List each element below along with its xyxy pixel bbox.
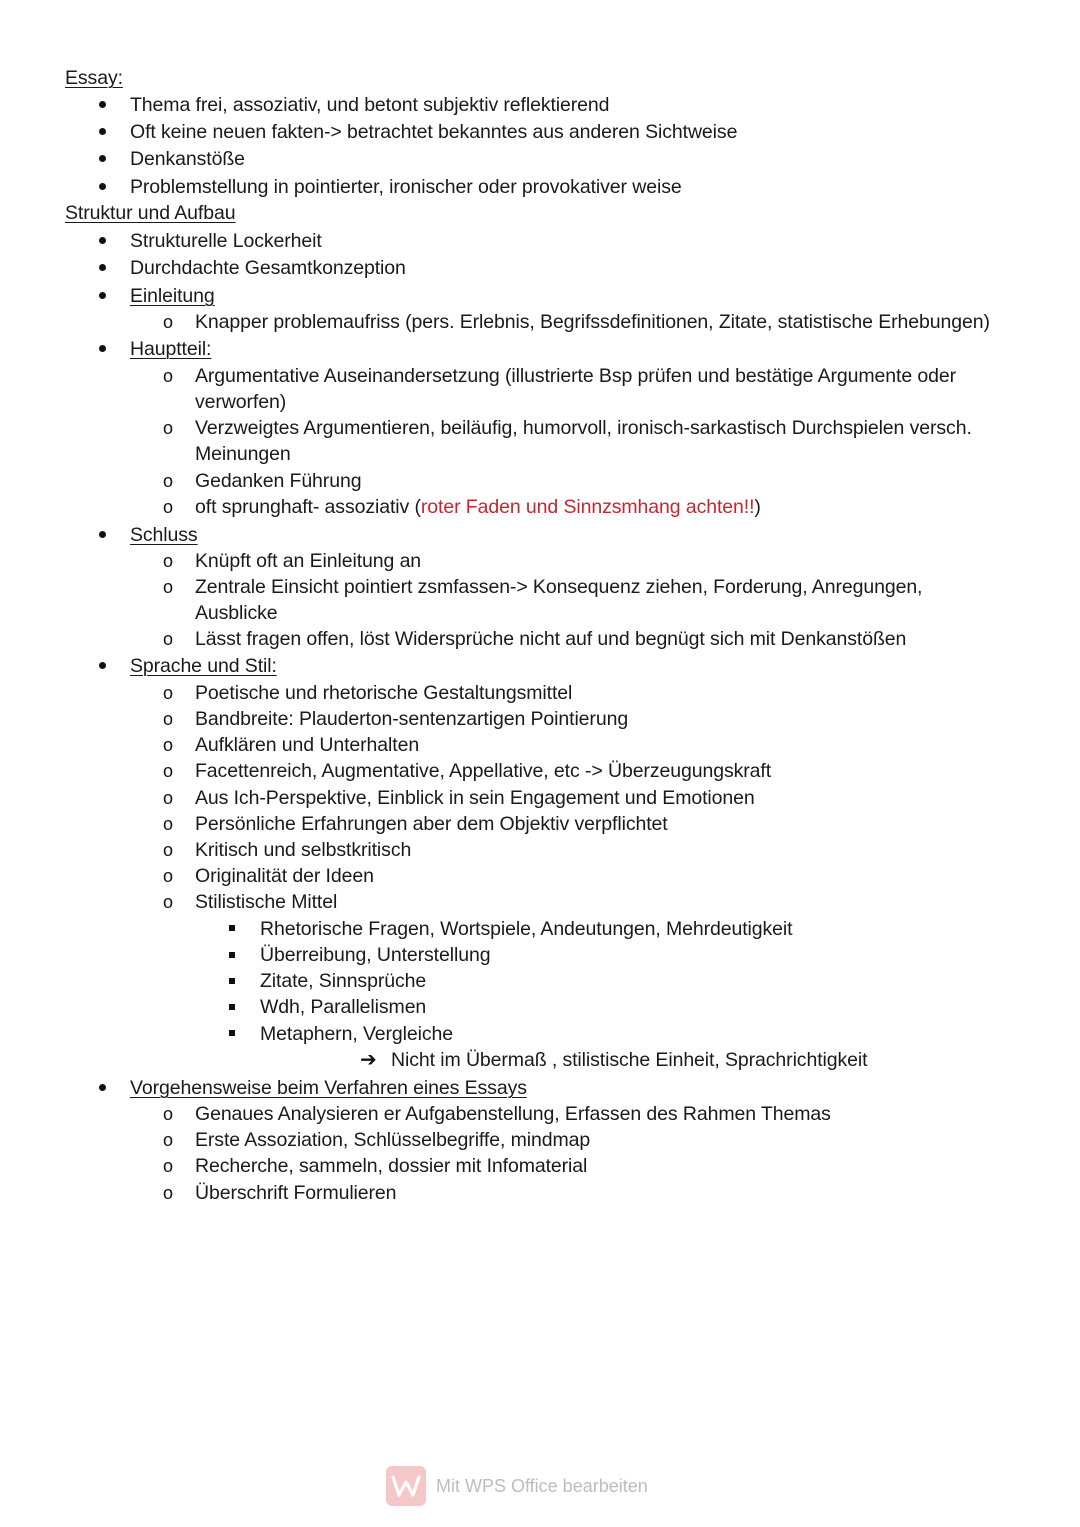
essay-point: Oft keine neuen fakten-> betrachtet bekanntes aus anderen Sichtweise	[130, 121, 738, 143]
circle-bullet-icon: o	[163, 497, 174, 517]
hauptteil-item-prefix: oft sprunghaft- assoziativ (	[195, 496, 421, 518]
circle-bullet-icon: o	[163, 683, 174, 703]
vorgehen-label: Vorgehensweise beim Verfahren eines Essays	[130, 1077, 527, 1099]
vorgehen-item: Erste Assoziation, Schlüsselbegriffe, mindmap	[195, 1129, 591, 1151]
circle-bullet-icon: o	[163, 629, 174, 649]
wps-edit-label: Mit WPS Office bearbeiten	[436, 1475, 648, 1496]
bullet-icon	[99, 531, 106, 538]
stil-mittel-item: Metaphern, Vergleiche	[260, 1023, 454, 1045]
stil-mittel-item: Zitate, Sinnsprüche	[260, 970, 427, 992]
hauptteil-item: Argumentative Auseinandersetzung (illustrierte Bsp prüfen und bestätige Argumente oder	[195, 365, 957, 387]
vorgehen-item: Recherche, sammeln, dossier mit Infomaterial	[195, 1155, 588, 1177]
bullet-icon	[99, 128, 106, 135]
circle-bullet-icon: o	[163, 709, 174, 729]
schluss-item: Zentrale Einsicht pointiert zsmfassen-> Konsequenz ziehen, Forderung, Anregungen,	[195, 576, 923, 598]
bullet-icon	[99, 183, 106, 190]
circle-bullet-icon: o	[163, 418, 174, 438]
struktur-point: Strukturelle Lockerheit	[130, 230, 322, 252]
highlight-red-text: roter Faden und Sinnzsmhang achten!!	[420, 496, 755, 518]
schluss-item-cont: Ausblicke	[195, 602, 278, 624]
stil-mittel-item: Rhetorische Fragen, Wortspiele, Andeutungen, Mehrdeutigkeit	[260, 918, 793, 940]
essay-point: Problemstellung in pointierter, ironischer oder provokativer weise	[130, 176, 682, 198]
sprache-item: Aufklären und Unterhalten	[195, 734, 420, 756]
bullet-icon	[99, 1084, 106, 1091]
bullet-icon	[99, 155, 106, 162]
circle-bullet-icon: o	[163, 551, 174, 571]
circle-bullet-icon: o	[163, 892, 174, 912]
bullet-icon	[99, 345, 106, 352]
square-bullet-icon	[229, 1030, 235, 1036]
wps-edit-banner[interactable]	[386, 1466, 648, 1506]
arrow-note: Nicht im Übermaß , stilistische Einheit, Sprachrichtigkeit	[391, 1049, 868, 1071]
hauptteil-item-cont: Meinungen	[195, 443, 291, 465]
bullet-icon	[99, 264, 106, 271]
wps-logo-icon	[386, 1466, 426, 1506]
sprache-item: Kritisch und selbstkritisch	[195, 839, 412, 861]
circle-bullet-icon: o	[163, 761, 174, 781]
circle-bullet-icon: o	[163, 577, 174, 597]
hauptteil-item: Gedanken Führung	[195, 470, 362, 492]
bullet-icon	[99, 237, 106, 244]
hauptteil-item: Verzweigtes Argumentieren, beiläufig, humorvoll, ironisch-sarkastisch Durchspielen versch.	[195, 417, 972, 439]
vorgehen-item: Überschrift Formulieren	[195, 1182, 397, 1204]
circle-bullet-icon: o	[163, 1183, 174, 1203]
hauptteil-item-suffix: )	[754, 496, 761, 518]
square-bullet-icon	[229, 1004, 235, 1010]
circle-bullet-icon: o	[163, 366, 174, 386]
circle-bullet-icon: o	[163, 814, 174, 834]
circle-bullet-icon: o	[163, 735, 174, 755]
square-bullet-icon	[229, 952, 235, 958]
circle-bullet-icon: o	[163, 1130, 174, 1150]
sprache-item: Poetische und rhetorische Gestaltungsmittel	[195, 682, 573, 704]
einleitung-item: Knapper problemaufriss (pers. Erlebnis, Begrifssdefinitionen, Zitate, statistische Erhebungen)	[195, 311, 990, 333]
sprache-label: Sprache und Stil:	[130, 655, 277, 677]
circle-bullet-icon: o	[163, 312, 174, 332]
schluss-label: Schluss	[130, 524, 198, 546]
bullet-icon	[99, 101, 106, 108]
heading-essay: Essay:	[65, 67, 123, 89]
schluss-item: Knüpft oft an Einleitung an	[195, 550, 422, 572]
sprache-item: Originalität der Ideen	[195, 865, 374, 887]
heading-struktur: Struktur und Aufbau	[65, 202, 236, 224]
circle-bullet-icon: o	[163, 1104, 174, 1124]
hauptteil-item-cont: verworfen)	[195, 391, 287, 413]
vorgehen-item: Genaues Analysieren er Aufgabenstellung, Erfassen des Rahmen Themas	[195, 1103, 831, 1125]
sprache-item: Facettenreich, Augmentative, Appellative, etc -> Überzeugungskraft	[195, 760, 772, 782]
hauptteil-item	[195, 494, 761, 520]
square-bullet-icon	[229, 978, 235, 984]
schluss-item: Lässt fragen offen, löst Widersprüche nicht auf und begnügt sich mit Denkanstößen	[195, 628, 907, 650]
circle-bullet-icon: o	[163, 788, 174, 808]
hauptteil-label: Hauptteil:	[130, 338, 212, 360]
circle-bullet-icon: o	[163, 866, 174, 886]
bullet-icon	[99, 662, 106, 669]
sprache-item: Stilistische Mittel	[195, 891, 338, 913]
struktur-point: Durchdachte Gesamtkonzeption	[130, 257, 406, 279]
circle-bullet-icon: o	[163, 1156, 174, 1176]
einleitung-label: Einleitung	[130, 285, 215, 307]
stil-mittel-item: Wdh, Parallelismen	[260, 996, 427, 1018]
essay-point: Denkanstöße	[130, 148, 245, 170]
square-bullet-icon	[229, 925, 235, 931]
circle-bullet-icon: o	[163, 471, 174, 491]
sprache-item: Aus Ich-Perspektive, Einblick in sein Engagement und Emotionen	[195, 787, 755, 809]
circle-bullet-icon: o	[163, 840, 174, 860]
arrow-right-icon: ➔	[360, 1049, 377, 1071]
essay-point: Thema frei, assoziativ, und betont subjektiv reflektierend	[130, 94, 610, 116]
stil-mittel-item: Überreibung, Unterstellung	[260, 944, 491, 966]
bullet-icon	[99, 292, 106, 299]
sprache-item: Persönliche Erfahrungen aber dem Objektiv verpflichtet	[195, 813, 668, 835]
sprache-item: Bandbreite: Plauderton-sentenzartigen Pointierung	[195, 708, 629, 730]
